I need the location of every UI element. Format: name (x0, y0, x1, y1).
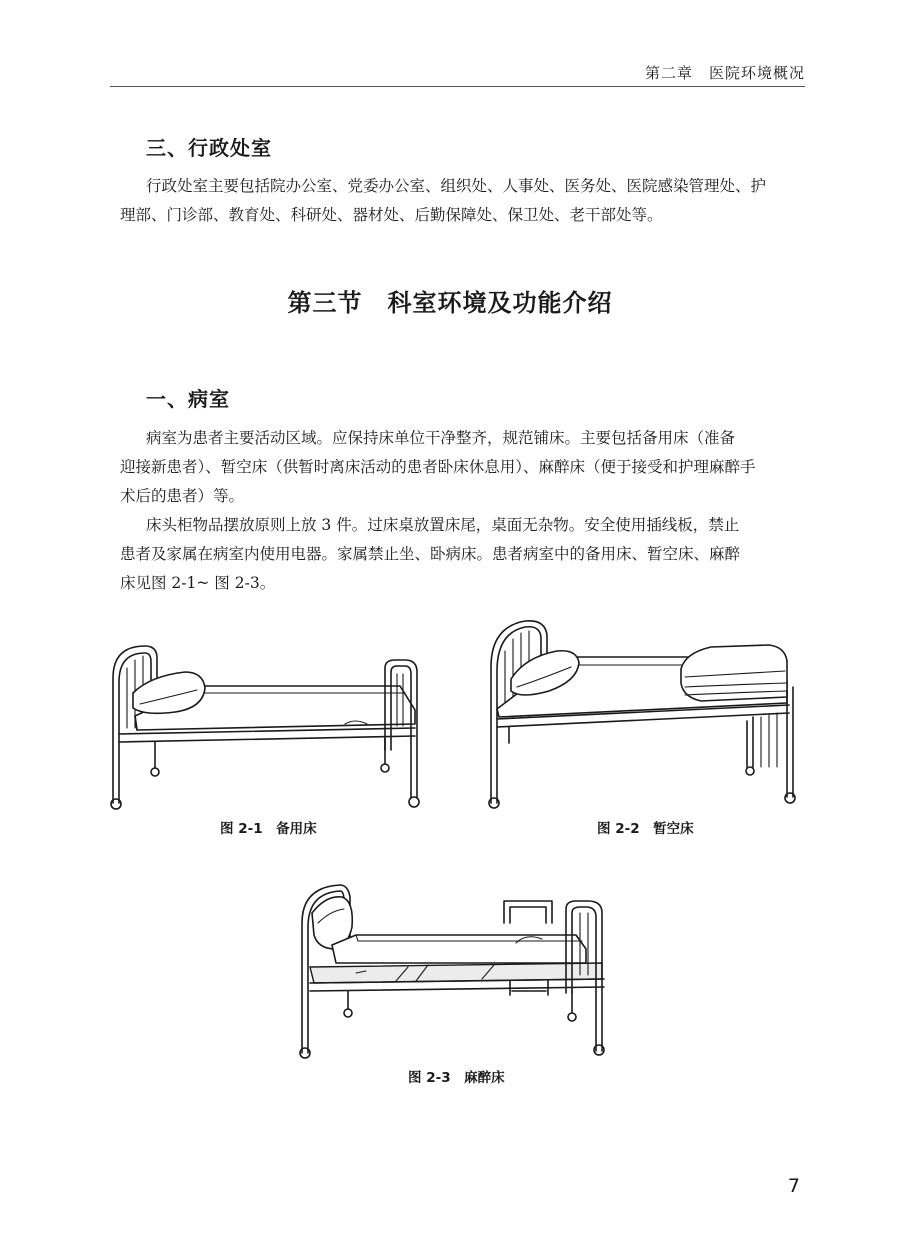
figure-2-2-caption: 图 2-2 暂空床 (597, 821, 694, 837)
ward-p1-line-2: 迎接新患者）、暂空床（供暂时离床活动的患者卧床休息用）、麻醉床（便于接受和护理麻醉手 (120, 458, 756, 476)
section-title: 第三节 科室环境及功能介绍 (287, 289, 613, 317)
anesthesia-bed-illustration (296, 883, 618, 1059)
chapter-title: 第二章 医院环境概况 (644, 64, 805, 82)
ward-p2-line-1: 床头柜物品摆放原则上放 3 件。过床桌放置床尾，桌面无杂物。安全使用插线板，禁止 (146, 516, 740, 534)
standby-bed-illustration (105, 638, 430, 813)
figure-2-3-caption: 图 2-3 麻醉床 (408, 1070, 505, 1086)
temporary-empty-bed-illustration (485, 617, 807, 809)
ward-p1-line-3: 术后的患者）等。 (120, 487, 245, 505)
admin-line-1: 行政处室主要包括院办公室、党委办公室、组织处、人事处、医务处、医院感染管理处、护 (146, 177, 767, 195)
admin-heading: 三、行政处室 (146, 136, 272, 160)
admin-line-2: 理部、门诊部、教育处、科研处、器材处、后勤保障处、保卫处、老干部处等。 (120, 206, 663, 224)
figure-2-1-caption: 图 2-1 备用床 (220, 821, 317, 837)
page-number: 7 (787, 1175, 800, 1197)
ward-p2-line-3: 床见图 2-1~ 图 2-3。 (120, 574, 276, 592)
ward-p1-line-1: 病室为患者主要活动区域。应保持床单位干净整齐，规范铺床。主要包括备用床（准备 (146, 429, 736, 447)
ward-p2-line-2: 患者及家属在病室内使用电器。家属禁止坐、卧病床。患者病室中的备用床、暂空床、麻醉 (120, 545, 741, 563)
admin-paragraph (120, 172, 806, 230)
ward-paragraph-2 (120, 511, 806, 598)
running-header (110, 58, 805, 87)
ward-heading: 一、病室 (146, 387, 230, 411)
ward-paragraph-1 (120, 424, 806, 511)
